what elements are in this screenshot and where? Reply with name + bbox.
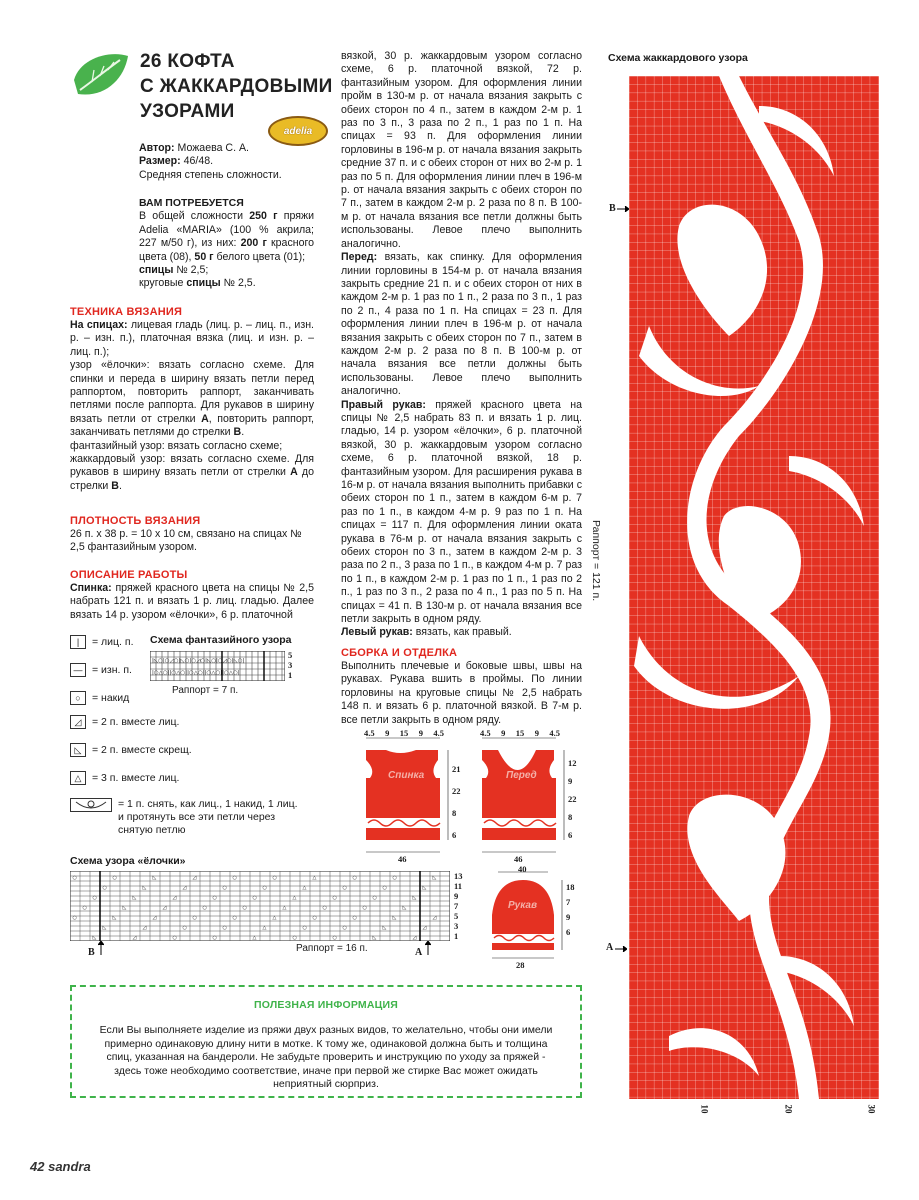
svg-text:○: ○ xyxy=(212,895,217,901)
svg-text:△: △ xyxy=(262,925,267,931)
info-box: ПОЛЕЗНАЯ ИНФОРМАЦИЯ Если Вы выполняете изделие из пряжи двух разных видов, то желательно, чтобы они имели примерно одинаковую длину нити в мотке. К тому же, одинаковой должна быть и толщина спиц, указанная на бандероли. Не забудьте проверить и инструкцию по уходу за пряжей - здесь тоже необходимо соответствие, иначе при первой же стирке Вас может ожидать неприятный сюрприз. xyxy=(70,985,582,1098)
purl-stitch-icon: — xyxy=(70,663,86,677)
svg-text:○: ○ xyxy=(392,875,397,881)
instructions-column: вязкой, 30 р. жаккардовым узором согласно схеме, 6 р. платочной вязкой, 72 р. фантазийным узором. Для оформления линии пройм в 130-м р. от начала вязания закрыть с обеих сторон по 4 п., затем в каждом 2-м р. 1 раз по 3 п., 3 раза по 2 п., 1 раз по 1 п. На спицах = 93 п. Для оформления линии горловины в 196-м р. от начала вязания закрыть средние 37 п. и с обеих сторон от них во 2-м р. 1 раз по 5 п. Для оформления линии плеч в 196-м р. от начала вязания закрыть с обеих сторон по 7 п., затем в каждом 2-м р. 2 раза по 8 п. В 100-м р. от начала вязания все петли должны быть использованы. Левое плечо выполнить аналогично. Перед: вязать, как спинку. Для оформления линии горловины в 154-м р. от начала вязания закрыть средние 21 п. и с обеих сторон от них в каждом 2-м р. 1 раз по 1 п., 2 раза по 3 п., 1 раз по 2 п., 4 раза по 1 п. На спицах = 23 п. Для оформления линии плеч в 196-м р. от начала вязания закрыть с обеих сторон по 7 п., затем в каждом 2-м р. 2 раза по 8 п. В 100-м р. от начала вязания все петли должны быть использованы. Левое плечо выполнить аналогично. Правый рукав: пряжей красного цвета на спицы № 2,5 набрать 83 п. и вязать 1 р. лиц. гладью, 14 р. узором «ёлочки», 6 р. платочной вязкой, 30 р. жаккардовым узором согласно схеме, 6 р. платочной вязкой, 18 р. фантазийным узором. Для расширения рукава в 16-м р. от начала вязания выполнить прибавки с обеих сторон по 1 п., затем в каждом 6-м р. 7 раз по 1 п., в каждом 4-м р. 9 раз по 1 п. На спицах = 117 п. Для оформления линии оката рукава в 76-м р. от начала вязания закрыть с обеих сторон по 3 п., затем в каждом 2-м р. 3 раза по 2 п., 3 раза по 1 п., в каждом 4-м р. 7 раз по 1 п., в каждом 2-м р. 1 раз по 1 п., 1 раз по 2 п., 1 раз по 3 п., 2 раза по 4 п., 1 раз по 5 п. На спицах = 41 п. В 130-м р. от начала вязания все петли закрыть в одном ряду. Левый рукав: вязать, как правый. СБОРКА И ОТДЕЛКА Выполнить плечевые и боковые швы, швы на рукавах. Рукава вшить в проймы. По линии горловины на круговые спицы № 2,5 набрать 148 п. и вязать 6 р. платочной вязкой. В 7-м р. все петли закрыть в одном ряду. xyxy=(341,50,582,726)
jq-tick-30: 30 xyxy=(866,1104,877,1114)
technique-block: ТЕХНИКА ВЯЗАНИЯ На спицах: лицевая гладь (лиц. р. – лиц. п., изн. р. – изн. п.), платочная вязка (лиц. и изн. р. – лиц. п.); узор «ёлочки»: вязать согласно схеме. Для спинки и переда в ширину вязать петли перед раппортом, повторить раппорт, заканчивать петлями после раппорта. Для рукавов в ширину вязать петли от стрелки А, повторить раппорт, заканчивать петлями до стрелки В. фантазийный узор: вязать согласно схеме; жаккардовый узор: вязать согласно схеме. Для рукавов в ширину вязать петли от стрелки А до стрелки В. xyxy=(70,306,314,492)
page-number: 42 xyxy=(30,1159,45,1174)
svg-text:○: ○ xyxy=(232,915,237,921)
svg-text:◺: ◺ xyxy=(432,875,437,881)
svg-text:◿: ◿ xyxy=(412,935,417,941)
svg-text:○: ○ xyxy=(72,875,77,881)
jq-arrow-a-label: А xyxy=(606,942,614,953)
page-title: 26 КОФТА С ЖАККАРДОВЫМИ УЗОРАМИ xyxy=(140,51,333,122)
svg-text:◿: ◿ xyxy=(182,885,187,891)
svg-text:○: ○ xyxy=(222,925,227,931)
fancy-grid xyxy=(150,651,285,681)
legend-purl: — = изн. п. xyxy=(70,660,160,680)
svg-text:○: ○ xyxy=(242,905,247,911)
svg-text:△: △ xyxy=(282,905,287,911)
svg-text:◺: ◺ xyxy=(422,885,427,891)
svg-text:△: △ xyxy=(302,885,307,891)
legend-k2tog-tbl: ◺ = 2 п. вместе скрещ. xyxy=(70,740,300,760)
svg-text:○: ○ xyxy=(362,905,367,911)
jacquard-rapport: Раппорт = 121 п. xyxy=(590,520,602,602)
jq-arrow-b-label: В xyxy=(609,203,616,214)
info-text: Если Вы выполняете изделие из пряжи двух разных видов, то желательно, чтобы они имели примерно одинаковую длину нити в мотке. К тому же, одинаковой должна быть и толщина спиц, указанная на бандероли. Не забудьте проверить и инструкцию по уходу за пряжей - здесь тоже необходимо соответствие, иначе при первой же стирке Вас может ожидать неприятный сюрприз. xyxy=(99,1024,553,1090)
svg-text:○: ○ xyxy=(222,885,227,891)
back-top-dims: 4.5 9 15 9 4.5 xyxy=(364,728,444,738)
svg-text:◿: ◿ xyxy=(192,875,197,881)
k3tog-icon: △ xyxy=(70,771,86,785)
svg-text:○: ○ xyxy=(112,875,117,881)
leaf-icon xyxy=(70,50,132,107)
svg-text:◿: ◿ xyxy=(132,935,137,941)
magazine-name: sandra xyxy=(48,1159,91,1174)
arrow-b-label: В xyxy=(88,947,95,958)
yarn-over-icon: ○ xyxy=(70,691,86,705)
symbol-legend-2 xyxy=(70,712,300,837)
legend-knit: | = лиц. п. xyxy=(70,632,160,652)
svg-text:|◺○|○◿○|◺○|○◿○|◺○|○◿○|◺○|: |◺○|○◿○|◺○|○◿○|◺○|○◿○|◺○| xyxy=(152,658,245,664)
svg-text:◿: ◿ xyxy=(162,905,167,911)
knit-stitch-icon: | xyxy=(70,635,86,649)
svg-text:○: ○ xyxy=(92,895,97,901)
svg-text:○: ○ xyxy=(332,935,337,941)
svg-text:◺: ◺ xyxy=(152,875,157,881)
back-width: 46 xyxy=(398,854,407,864)
front-piece xyxy=(482,750,556,840)
svg-text:○: ○ xyxy=(372,895,377,901)
arrow-a-label: А xyxy=(415,947,423,958)
k2tog-crossed-icon: ◺ xyxy=(70,743,86,757)
svg-text:○: ○ xyxy=(332,895,337,901)
svg-text:◺: ◺ xyxy=(122,905,127,911)
jq-tick-20: 20 xyxy=(783,1104,794,1114)
svg-text:○: ○ xyxy=(292,935,297,941)
svg-text:○: ○ xyxy=(262,885,267,891)
svg-text:○: ○ xyxy=(192,915,197,921)
svg-text:◿: ◿ xyxy=(152,915,157,921)
k2tog-icon: ◿ xyxy=(70,715,86,729)
author-block: Автор: Можаева С. А. Размер: 46/48. Средняя степень сложности. xyxy=(139,142,282,181)
svg-text:○: ○ xyxy=(252,895,257,901)
svg-text:○: ○ xyxy=(212,935,217,941)
svg-text:◺: ◺ xyxy=(142,885,147,891)
svg-text:○: ○ xyxy=(182,925,187,931)
svg-text:◿: ◿ xyxy=(422,925,427,931)
jacquard-chart xyxy=(629,76,879,1099)
back-label: Спинка xyxy=(388,770,425,781)
legend-special: = 1 п. снять, как лиц., 1 накид, 1 лиц. и протянуть все эти петли через снятую петлю xyxy=(70,798,300,837)
sleeve-width: 28 xyxy=(516,960,525,970)
front-top-dims: 4.5 9 15 9 4.5 xyxy=(480,728,560,738)
legend-yarnover: ○ = накид xyxy=(70,688,160,708)
svg-text:◺: ◺ xyxy=(92,935,97,941)
svg-text:|○△○||○△○||○△○||○△○||○△○|: |○△○||○△○||○△○||○△○||○△○| xyxy=(152,670,240,676)
front-label: Перед xyxy=(506,770,537,781)
sleeve-side-dims: 18 7 9 6 xyxy=(566,882,575,937)
herring-rapport: Раппорт = 16 п. xyxy=(296,943,368,954)
fancy-row-numbers: 5 3 1 xyxy=(288,650,293,680)
svg-text:○: ○ xyxy=(342,885,347,891)
svg-text:○: ○ xyxy=(352,915,357,921)
svg-text:◺: ◺ xyxy=(132,895,137,901)
jq-tick-10: 10 xyxy=(699,1104,710,1114)
svg-text:◺: ◺ xyxy=(372,935,377,941)
front-width: 46 xyxy=(514,854,523,864)
svg-text:○: ○ xyxy=(352,875,357,881)
svg-text:◺: ◺ xyxy=(382,925,387,931)
svg-text:◿: ◿ xyxy=(142,925,147,931)
svg-text:◿: ◿ xyxy=(172,895,177,901)
svg-text:○: ○ xyxy=(342,925,347,931)
svg-text:○: ○ xyxy=(202,905,207,911)
description-block: ОПИСАНИЕ РАБОТЫ Спинка: пряжей красного цвета на спицы № 2,5 набрать 121 п. и вязать 1 р. лиц. гладью. Далее вязать 14 р. узором «ёлочки», 6 р. платочной xyxy=(70,569,314,621)
garment-patterns xyxy=(358,730,588,970)
svg-text:○: ○ xyxy=(382,885,387,891)
herring-scheme: Схема узора «ёлочки» ○ ○ ◺ ◿ ○ ○ △ ○ ○ ◺ ○ ◺ ◿ ○ ○ △ ○ ○ ◺ ○ ◺ ◿ ○ ○ △ ○ ○ ◺ ○ ◺ ◿ ○ ○ △ ○ ○ ◺ ○ ◺ ◿ ○ ○ △ ○ ○ ◺ ◿ ◺ ◿ ○ ○ △ ○ ○ ◺ ◿ ◺ ◿ ○ ○ △ ○ ○ ◺ ◿ 13 11 9 7 5 3 1 В Раппорт = 16 п. А xyxy=(70,855,463,958)
svg-text:○: ○ xyxy=(322,905,327,911)
brand-logo: adelia xyxy=(268,116,328,146)
materials-block: ВАМ ПОТРЕБУЕТСЯ В общей сложности 250 г пряжи Adelia «MARIA» (100 % акрила; 227 м/50 г), из них: 200 г красного цвета (08), 50 г белого цвета (01); спицы № 2,5; круговые спицы № 2,5. xyxy=(139,197,315,290)
svg-text:△: △ xyxy=(292,895,297,901)
legend-k2tog: ◿ = 2 п. вместе лиц. xyxy=(70,712,300,732)
svg-text:△: △ xyxy=(312,875,317,881)
svg-text:△: △ xyxy=(272,915,277,921)
svg-text:○: ○ xyxy=(312,915,317,921)
fancy-rapport: Раппорт = 7 п. xyxy=(172,685,239,696)
back-piece xyxy=(366,750,440,840)
jacquard-title: Схема жаккардового узора xyxy=(608,52,748,64)
front-side-dims: 12 9 22 8 6 xyxy=(568,758,577,840)
jq-arrow-a-icon xyxy=(615,946,627,952)
svg-text:△: △ xyxy=(252,935,257,941)
svg-text:◺: ◺ xyxy=(112,915,117,921)
arrow-b-icon xyxy=(98,941,104,955)
svg-text:○: ○ xyxy=(82,905,87,911)
svg-text:○: ○ xyxy=(232,875,237,881)
symbol-legend xyxy=(70,632,160,708)
svg-text:◿: ◿ xyxy=(432,915,437,921)
svg-text:◺: ◺ xyxy=(392,915,397,921)
legend-k3tog: △ = 3 п. вместе лиц. xyxy=(70,768,300,788)
svg-text:◺: ◺ xyxy=(402,905,407,911)
svg-text:○: ○ xyxy=(302,925,307,931)
svg-text:○: ○ xyxy=(272,875,277,881)
herring-row-numbers: 13 11 9 7 5 3 1 xyxy=(454,871,463,941)
slip-yo-pass-icon xyxy=(70,798,112,837)
svg-text:◺: ◺ xyxy=(412,895,417,901)
back-side-dims: 21 22 8 6 xyxy=(452,764,461,840)
jq-arrow-b-icon xyxy=(617,206,629,212)
fancy-scheme: Схема фантазийного узора |◺○|○◿○|◺○|○◿○|◺○|○◿○|◺○| |○△○||○△○||○△○||○△○||○△○| 5 3 1 Раппорт = 7 п. xyxy=(150,634,293,696)
sleeve-label: Рукав xyxy=(508,900,538,911)
sleeve-piece xyxy=(492,880,554,950)
page-footer xyxy=(30,1159,91,1174)
svg-text:○: ○ xyxy=(172,935,177,941)
sleeve-top: 40 xyxy=(518,864,527,874)
svg-text:○: ○ xyxy=(102,885,107,891)
density-block: ПЛОТНОСТЬ ВЯЗАНИЯ 26 п. х 38 р. = 10 х 10 см, связано на спицах № 2,5 фантазийным узором. xyxy=(70,515,302,554)
svg-text:◺: ◺ xyxy=(102,925,107,931)
svg-text:○: ○ xyxy=(72,915,77,921)
